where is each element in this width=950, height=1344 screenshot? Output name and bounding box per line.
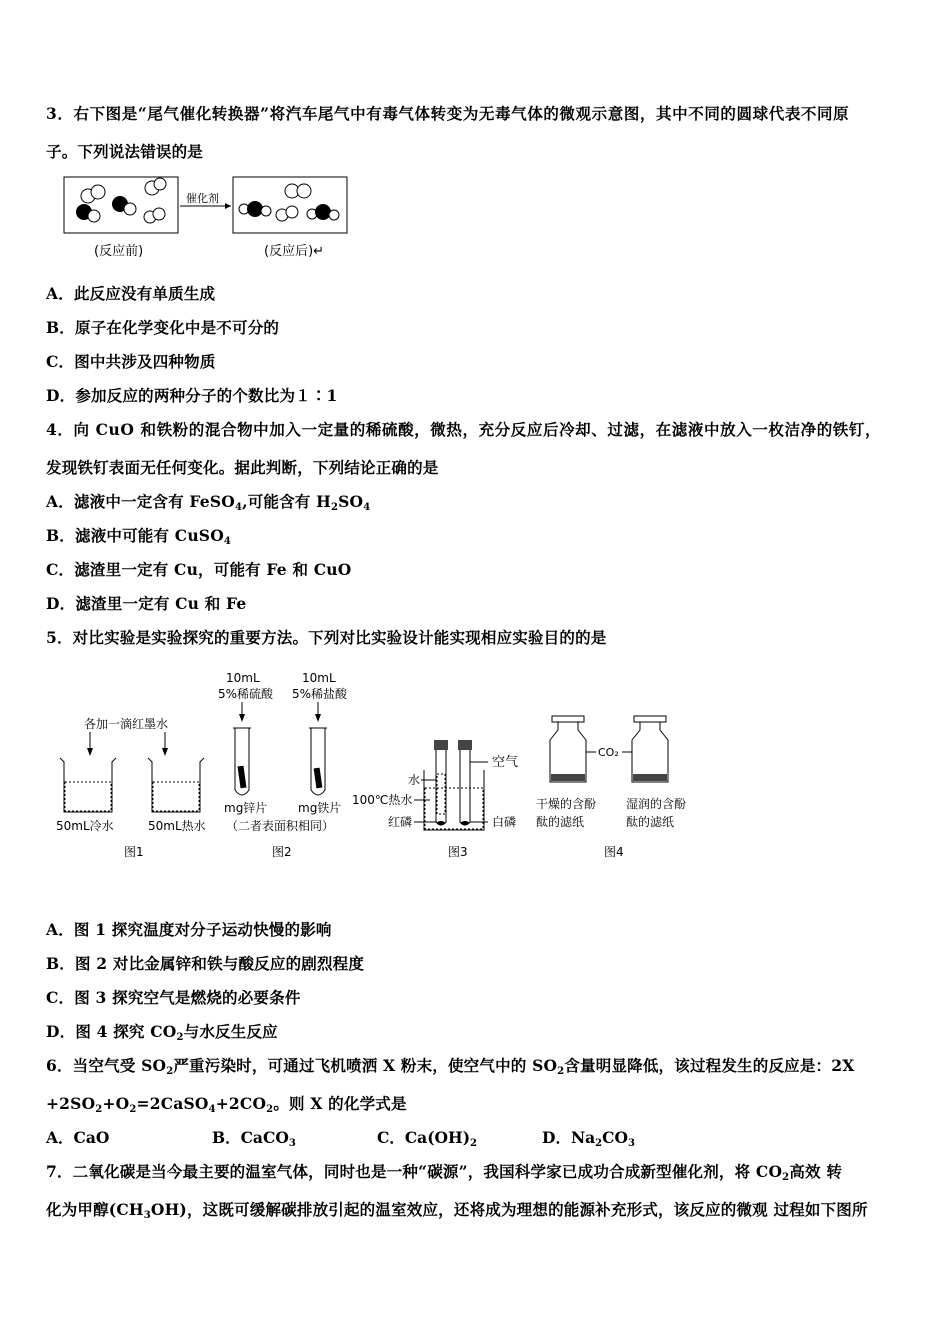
fig2-acid1-l1: 10mL — [226, 671, 260, 685]
fig2-acid2-l1: 10mL — [302, 671, 336, 685]
fig4-wet-l2: 酞的滤纸 — [626, 815, 675, 829]
fig2-acid2-l2: 5%稀盐酸 — [292, 687, 348, 701]
q5-option-d: D．图 4 探究 $CO_2$与水反生反应 — [46, 1022, 278, 1043]
q4-stem-line1: 4．向 CuO 和铁粉的混合物中加入一定量的稀硫酸，微热，充分反应后冷却、过滤，在滤液中放入一枚洁净的铁钉， — [46, 420, 882, 439]
q3-reaction-diagram — [60, 172, 360, 264]
before-label: (反应前) — [94, 244, 144, 259]
q4-option-a: A．滤液中一定含有 FeSO$_4$,可能含有 $H_2SO_4$ — [46, 492, 371, 513]
fig4-dry-l2: 酞的滤纸 — [536, 815, 585, 829]
fig2-caption: 图2 — [272, 845, 292, 859]
fig3-water-label: 水 — [408, 773, 421, 787]
fig1-caption: 图1 — [124, 845, 144, 859]
q3-option-b: B．原子在化学变化中是不可分的 — [46, 318, 280, 337]
q5-option-b: B．图 2 对比金属锌和铁与酸反应的剧烈程度 — [46, 954, 365, 973]
q6-option-a: A．CaO — [46, 1128, 110, 1147]
catalyst-label: 催化剂 — [186, 192, 219, 205]
q3-stem-line1: 3．右下图是“尾气催化转换器”将汽车尾气中有毒气体转变为无毒气体的微观示意图，其中不同的圆球代表不同原 — [46, 104, 850, 123]
q4-stem-line2: 发现铁钉表面无任何变化。据此判断，下列结论正确的是 — [46, 458, 439, 477]
q5-stem: 5．对比实验是实验探究的重要方法。下列对比实验设计能实现相应实验目的的是 — [46, 628, 607, 647]
q3-option-c: C．图中共涉及四种物质 — [46, 352, 216, 371]
fig2-iron-label: mg铁片 — [298, 801, 342, 815]
q3-option-a: A．此反应没有单质生成 — [46, 284, 216, 303]
fig4-dry-l1: 干燥的含酚 — [536, 797, 597, 811]
q7-stem-line1: 7．二氧化碳是当今最主要的温室气体，同时也是一种“碳源”，我国科学家已成功合成新型催化剂，将 $CO_2$高效 转 — [46, 1162, 843, 1183]
q4-option-c: C．滤渣里一定有 Cu，可能有 Fe 和 CuO — [46, 560, 352, 579]
q6-stem-line1: 6．当空气受 $SO_2$严重污染时，可通过飞机喷洒 X 粉末，使空气中的 $SO_2$含量明显降低，该过程发生的反应是：2X — [46, 1056, 855, 1077]
after-label: (反应后)↵ — [264, 244, 325, 259]
q6-option-b: B．CaCO$_3$ — [212, 1128, 296, 1149]
q6-stem-line2: $+2SO_2+O_2=2CaSO_4+2CO_2$。则 X 的化学式是 — [46, 1094, 407, 1115]
fig1-cold-label: 50mL冷水 — [56, 819, 114, 833]
fig3-red-p-label: 红磷 — [388, 815, 413, 829]
q5-experiment-figures — [40, 662, 720, 872]
fig2-zinc-label: mg锌片 — [224, 801, 268, 815]
fig4-caption: 图4 — [604, 845, 624, 859]
q6-option-c: C．$Ca(OH)_2$ — [377, 1128, 477, 1149]
q5-option-c: C．图 3 探究空气是燃烧的必要条件 — [46, 988, 301, 1007]
q7-stem-line2: 化为甲醇$(CH_3OH)$，这既可缓解碳排放引起的温室效应，还将成为理想的能源补充形式，该反应的微观 过程如下图所 — [46, 1200, 868, 1221]
fig2-acid1-l2: 5%稀硫酸 — [218, 687, 274, 701]
fig3-hot-water-label: 100℃热水 — [352, 793, 413, 807]
fig1-hot-label: 50mL热水 — [148, 819, 206, 833]
q6-option-d: D．$Na_2CO_3$ — [542, 1128, 635, 1149]
fig4-wet-l1: 湿润的含酚 — [626, 797, 687, 811]
fig1-top-label: 各加一滴红墨水 — [84, 717, 169, 731]
q4-option-d: D．滤渣里一定有 Cu 和 Fe — [46, 594, 247, 613]
q3-option-d: D．参加反应的两种分子的个数比为１∶1 — [46, 386, 338, 405]
fig3-air-label: 空气 — [492, 755, 519, 770]
q4-option-b: B．滤液中可能有 CuSO$_4$ — [46, 526, 232, 547]
fig3-caption: 图3 — [448, 845, 468, 859]
q3-stem-line2: 子。下列说法错误的是 — [46, 142, 204, 161]
fig4-gas-label: CO₂ — [598, 746, 619, 759]
q5-option-a: A．图 1 探究温度对分子运动快慢的影响 — [46, 920, 332, 939]
fig2-note: （二者表面积相同） — [226, 819, 335, 833]
fig3-white-p-label: 白磷 — [492, 815, 517, 829]
